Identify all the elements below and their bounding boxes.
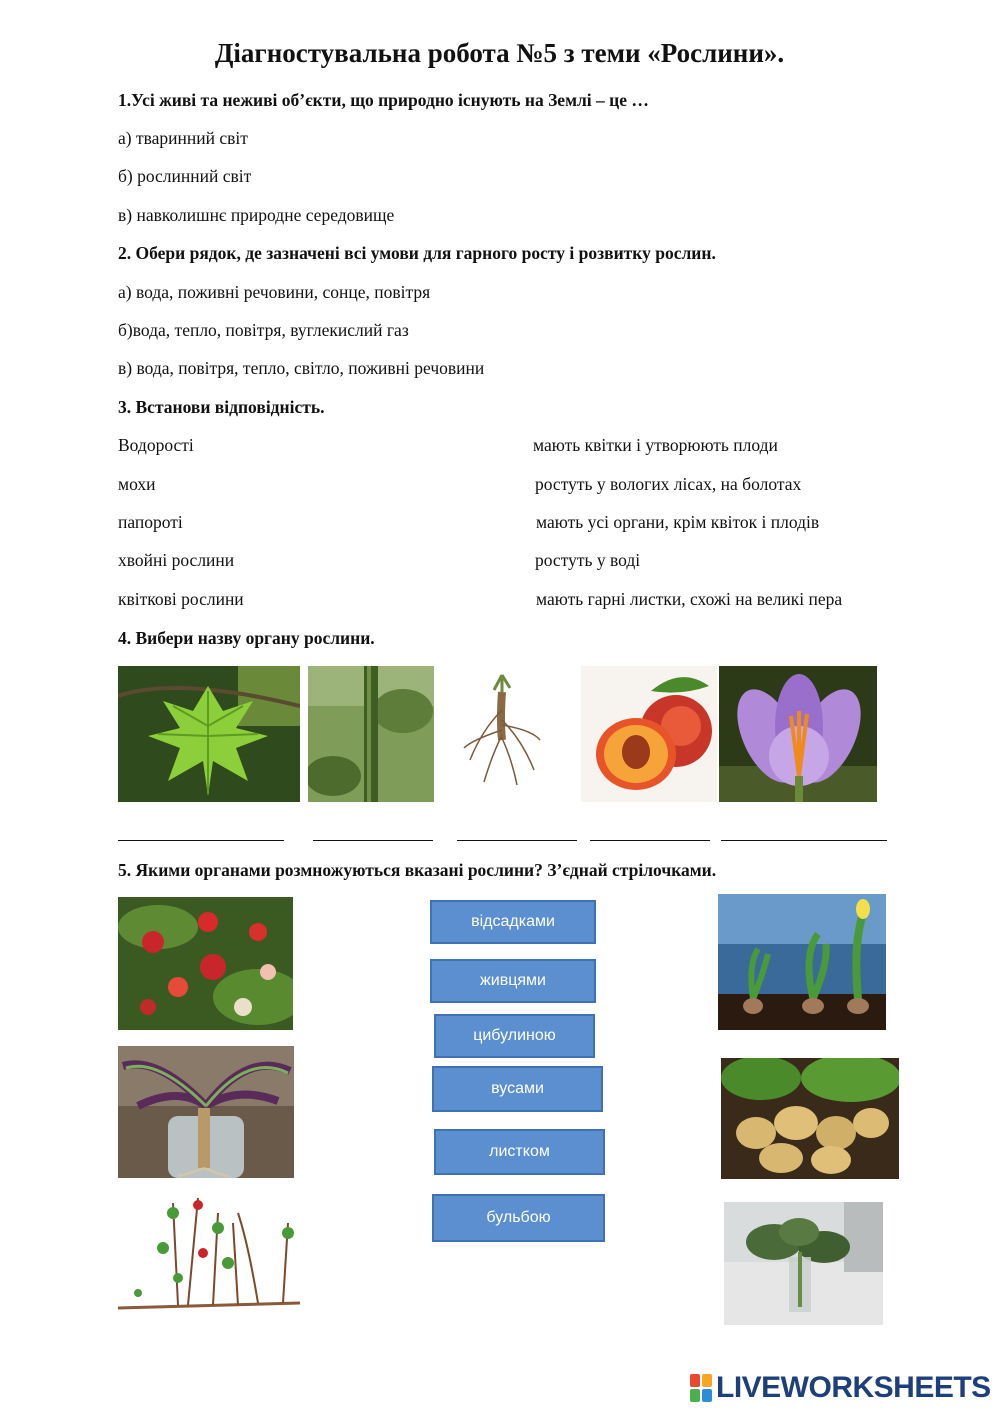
q2-option-c: в) вода, повітря, тепло, світло, поживні речовини: [118, 358, 485, 378]
crocus-flower-image: [719, 666, 877, 802]
match-right-item: мають усі органи, крім квіток і плодів: [536, 512, 820, 532]
liveworksheets-logo: [690, 1370, 991, 1406]
q2-option-b: б)вода, тепло, повітря, вуглекислий газ: [118, 320, 409, 340]
option-runners-button[interactable]: вусами: [432, 1066, 603, 1112]
q1-option-b: б) рослинний світ: [118, 166, 252, 186]
option-tuber-button[interactable]: бульбою: [432, 1194, 605, 1242]
page-title: Діагностувальна робота №5 з теми «Рослини».: [214, 38, 785, 68]
match-right-item: ростуть у воді: [535, 550, 641, 570]
potato-tubers-image: [721, 1058, 899, 1179]
option-leaf-button[interactable]: листком: [434, 1129, 605, 1175]
option-layering-button[interactable]: відсадками: [430, 900, 596, 944]
q2-option-a: а) вода, поживні речовини, сонце, повітря: [118, 282, 431, 302]
logo-text: LIVEWORKSHEETS: [716, 1371, 991, 1404]
maple-leaf-image: [118, 666, 300, 802]
q1-option-a: а) тваринний світ: [118, 128, 248, 148]
question-5: 5. Якими органами розмножуються вказані рослини? З’єднай стрілочками.: [118, 860, 717, 880]
question-2: 2. Обери рядок, де зазначені всі умови для гарного росту і розвитку рослин.: [118, 243, 716, 263]
violet-leaf-cutting-image: [724, 1202, 883, 1325]
plant-stem-image: [308, 666, 434, 802]
answer-blank-5[interactable]: [721, 822, 887, 841]
answer-blank-4[interactable]: [590, 822, 710, 841]
peach-fruit-image: [581, 666, 717, 802]
tulip-bulbs-image: [718, 894, 886, 1030]
q1-option-c: в) навколишнє природне середовище: [118, 205, 395, 225]
match-right-item: мають гарні листки, схожі на великі пера: [536, 589, 843, 609]
match-left-item: Водорості: [118, 435, 194, 455]
match-left-item: хвойні рослини: [118, 550, 235, 570]
match-left-item: мохи: [118, 474, 156, 494]
answer-blank-2[interactable]: [313, 822, 433, 841]
option-bulb-button[interactable]: цибулиною: [434, 1014, 595, 1058]
answer-blank-1[interactable]: [118, 822, 284, 841]
match-right-item: мають квітки і утворюють плоди: [533, 435, 778, 455]
match-left-item: папороті: [118, 512, 183, 532]
match-right-item: ростуть у вологих лісах, на болотах: [535, 474, 802, 494]
question-4: 4. Вибери назву органу рослини.: [118, 628, 375, 648]
root-image: [462, 670, 542, 788]
question-3: 3. Встанови відповідність.: [118, 397, 325, 417]
option-cuttings-button[interactable]: живцями: [430, 959, 596, 1003]
strawberry-image: [118, 897, 293, 1030]
match-left-item: квіткові рослини: [118, 589, 244, 609]
answer-blank-3[interactable]: [457, 822, 577, 841]
logo-mark-icon: [690, 1374, 712, 1402]
raspberry-layering-image: [118, 1193, 300, 1320]
question-1: 1.Усі живі та неживі об’єкти, що природно існують на Землі – це …: [118, 90, 649, 110]
cutting-in-jar-image: [118, 1046, 294, 1178]
